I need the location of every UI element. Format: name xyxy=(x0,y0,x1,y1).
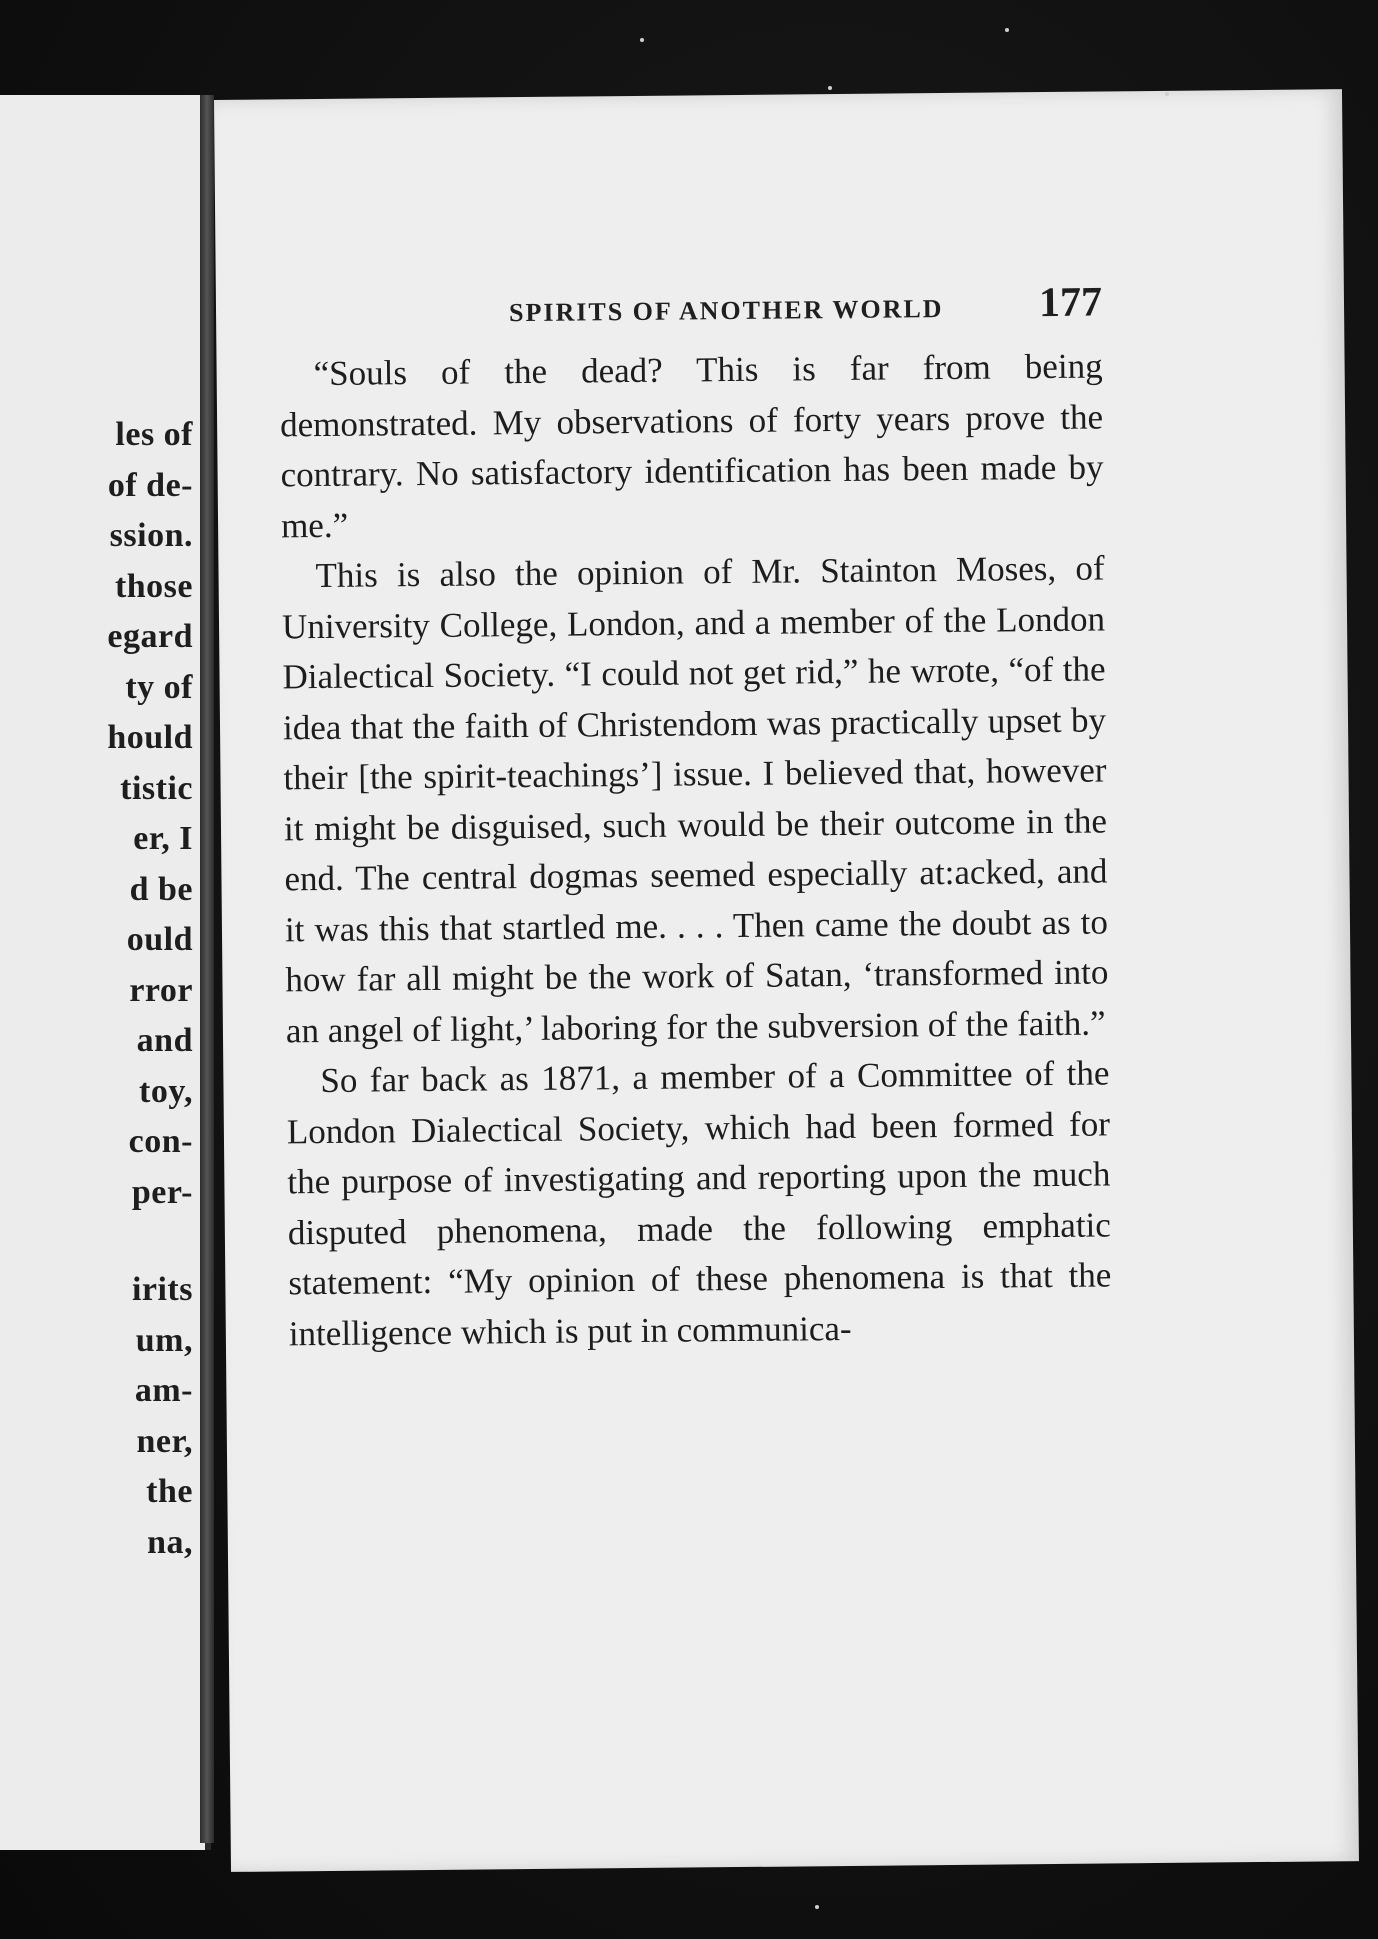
facing-line: egard xyxy=(107,618,193,655)
running-head-title: SPIRITS OF ANOTHER WORLD xyxy=(508,294,944,328)
facing-line: hould xyxy=(107,719,193,756)
facing-line: toy, xyxy=(139,1072,193,1110)
facing-line: am- xyxy=(134,1372,193,1409)
facing-line: those xyxy=(114,567,193,605)
facing-line: er, I xyxy=(133,820,193,857)
book-gutter xyxy=(200,95,214,1843)
paragraph: “Souls of the dead? This is far from being demonstrated. My observations of forty years prove the contrary. No satisfactory identification has been made by me.” xyxy=(279,346,1104,545)
scan-speck xyxy=(815,1905,819,1909)
facing-line: d be xyxy=(129,870,193,908)
scan-speck xyxy=(1005,28,1009,32)
facing-line: rror xyxy=(129,971,193,1009)
page-number: 177 xyxy=(1038,279,1103,327)
facing-line: um, xyxy=(135,1321,193,1359)
facing-line-gap xyxy=(0,1218,193,1265)
facing-line: les of xyxy=(115,416,193,453)
page-body xyxy=(279,341,1112,1359)
facing-line: irits xyxy=(131,1271,193,1308)
facing-page-left xyxy=(0,95,211,1850)
scan-speck xyxy=(1165,92,1169,96)
facing-line: ty of xyxy=(125,668,193,706)
scan-speck xyxy=(640,38,644,42)
facing-line: ould xyxy=(126,921,193,958)
facing-line: ner, xyxy=(136,1422,193,1460)
paragraph: This is also the opinion of Mr. Stainton Moses, of University College, London, and a member of the London Dialectical Society. “I could not get rid,” he wrote, “of the idea that the faith of Christendom was practically upset by their [the spirit-teachings’] issue. I believed that, however it might be disguised, such would be their outcome in the end. The central dogmas seemed especially at:acked, and it was this that startled me. . . . Then came the doubt as to how far all might be the work of Satan, ‘transformed into an angel of light,’ laboring for the subversion of the faith.” xyxy=(281,548,1109,1050)
facing-line: the xyxy=(146,1473,193,1510)
running-head xyxy=(509,278,1103,344)
facing-page-text-fragments xyxy=(0,410,193,1568)
facing-line: na, xyxy=(147,1523,193,1561)
book-page-right xyxy=(214,89,1359,1872)
facing-line: per- xyxy=(131,1173,193,1211)
facing-line: and xyxy=(136,1022,193,1059)
facing-line: tistic xyxy=(120,769,193,807)
paragraph: So far back as 1871, a member of a Committee of the London Dialectical Society, which had been formed for the purpose of investigating and reporting upon the much disputed phenomena, made the following emphatic statement: “My opinion of these phenomena is that the intelligence which is put in communica- xyxy=(286,1053,1112,1353)
facing-line: of de- xyxy=(107,466,193,504)
facing-line: con- xyxy=(128,1123,193,1160)
facing-line: ssion. xyxy=(109,517,193,554)
scan-speck xyxy=(828,86,832,90)
